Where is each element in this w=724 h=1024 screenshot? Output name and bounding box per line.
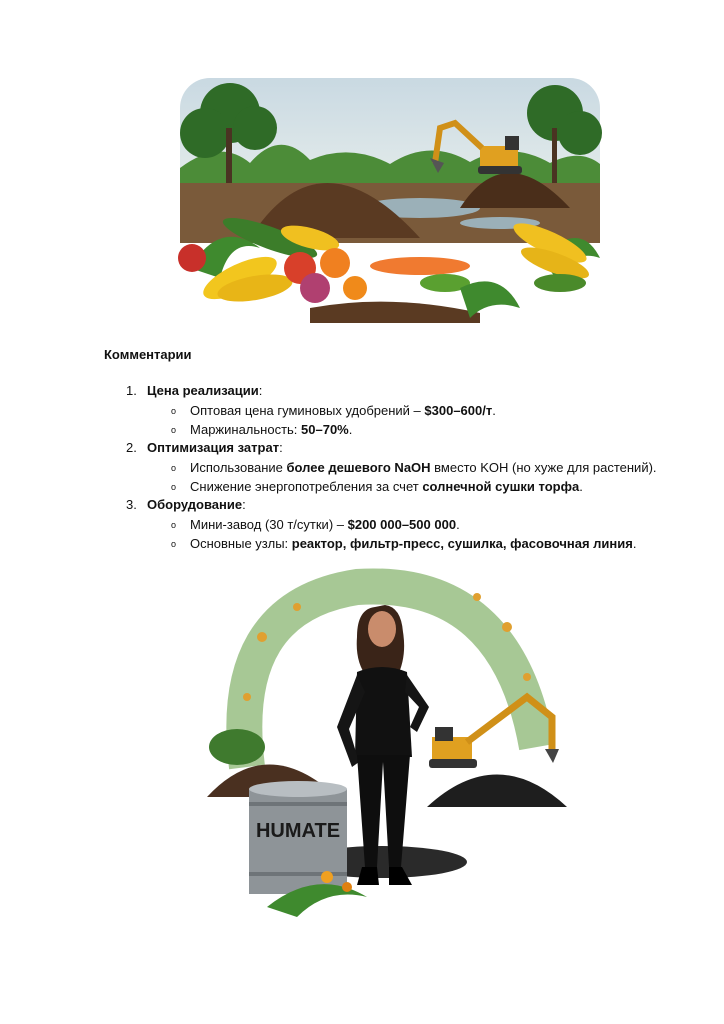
bullet-icon: o (171, 520, 177, 530)
bullet-icon: o (171, 406, 177, 416)
list-item-title: Оборудование: (147, 497, 246, 512)
list-subitem: Основные узлы: реактор, фильтр-пресс, сушилка, фасовочная линия. (190, 536, 637, 551)
list-number: 3. (126, 497, 137, 512)
bullet-icon: o (171, 482, 177, 492)
list-subitem: Снижение энергопотребления за счет солнечной сушки торфа. (190, 479, 583, 494)
bullet-icon: o (171, 463, 177, 473)
barrel-label: HUMATE (255, 820, 341, 842)
bullet-icon: o (171, 539, 177, 549)
list-subitem: Оптовая цена гуминовых удобрений – $300–600/т. (190, 403, 496, 418)
list-subitem: Маржинальность: 50–70%. (190, 422, 353, 437)
section-heading: Комментарии (104, 347, 192, 362)
list-subitem: Использование более дешевого NaOH вместо KOH (но хуже для растений). (190, 460, 657, 475)
list-item-title: Цена реализации: (147, 383, 263, 398)
list-item-title: Оптимизация затрат: (147, 440, 283, 455)
list-number: 1. (126, 383, 137, 398)
list-subitem: Мини-завод (30 т/сутки) – $200 000–500 000. (190, 517, 460, 532)
list-number: 2. (126, 440, 137, 455)
bullet-icon: o (171, 425, 177, 435)
bottom-illustration (207, 567, 567, 927)
woman-figure (337, 605, 429, 885)
top-illustration (160, 68, 616, 330)
